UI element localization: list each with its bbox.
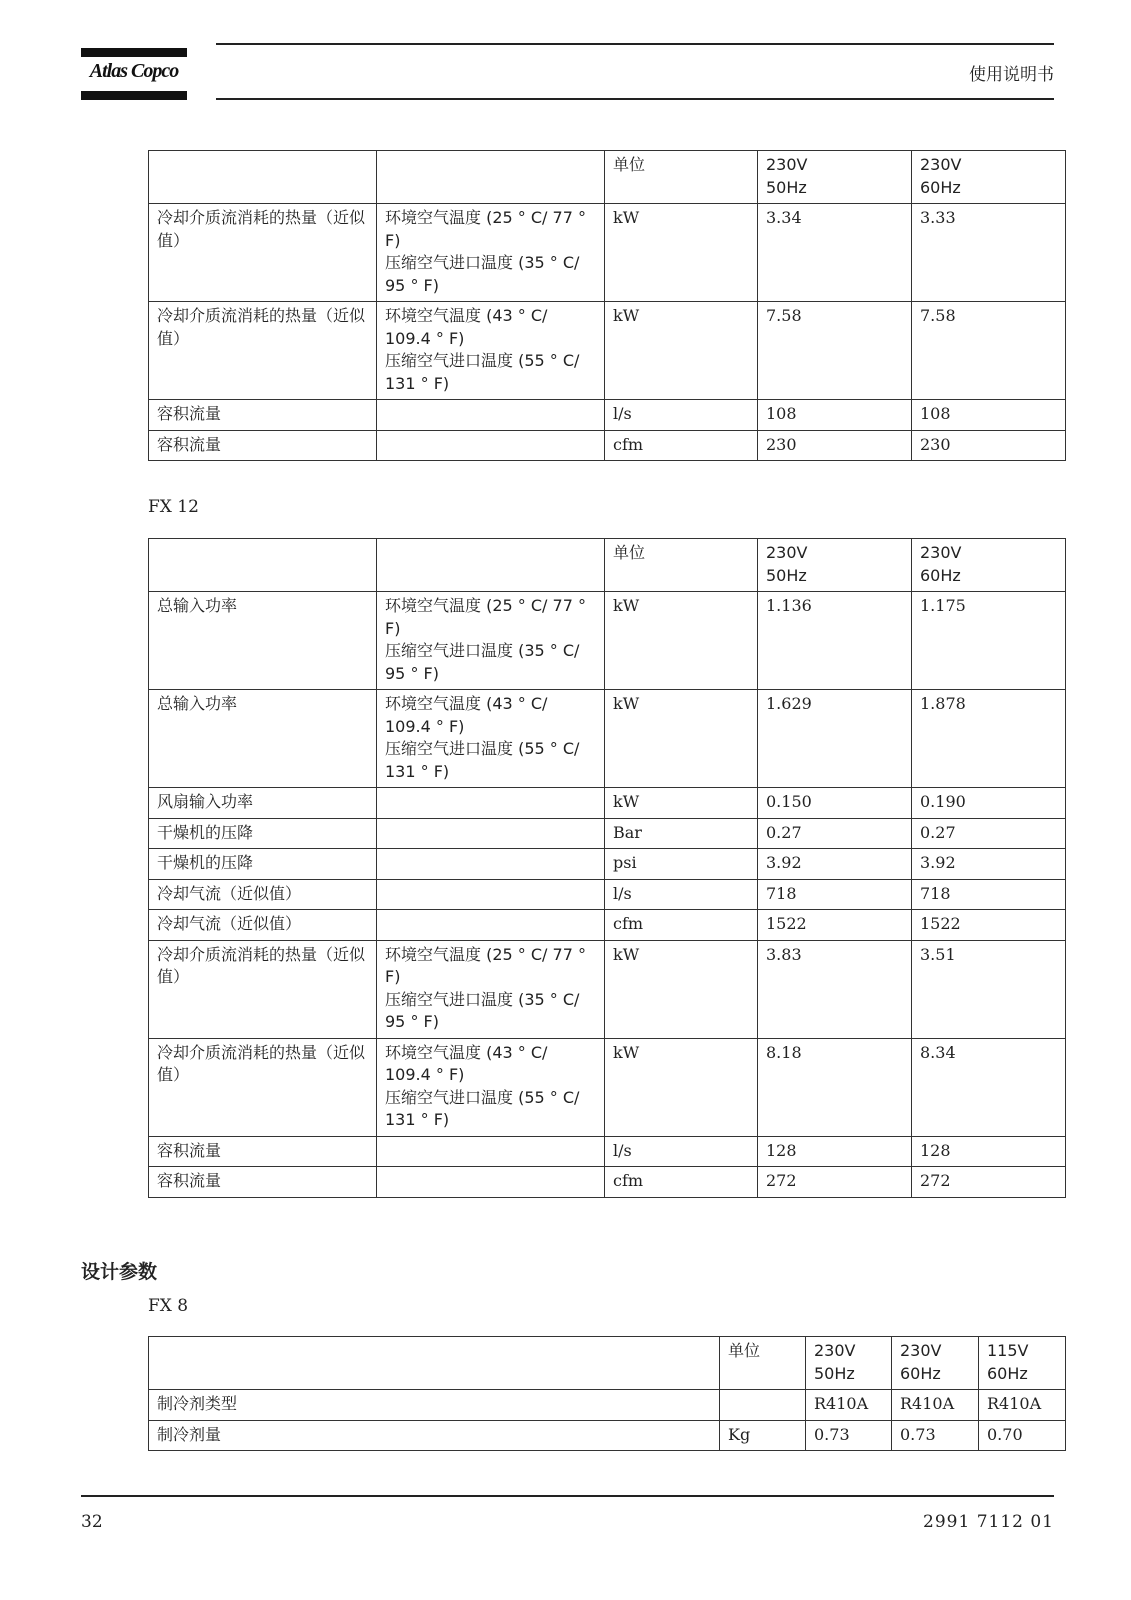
value-230v-60hz-cell: 3.51 (912, 940, 1066, 1038)
row-label-cell: 冷却介质流消耗的热量（近似值） (149, 204, 377, 302)
value-230v-50hz-cell: 272 (758, 1167, 912, 1198)
unit-cell: cfm (605, 1167, 758, 1198)
header-cell-230v-50hz: 230V 50Hz (758, 539, 912, 592)
header-cell-empty (149, 1337, 720, 1390)
unit-cell: kW (605, 940, 758, 1038)
parameter-cell: 制冷剂量 (149, 1420, 720, 1451)
unit-cell: cfm (605, 910, 758, 941)
footer-rule (81, 1495, 1054, 1497)
value-230v-60hz-cell: 1.175 (912, 592, 1066, 690)
model-label-fx8: FX 8 (148, 1296, 189, 1316)
unit-cell: kW (605, 302, 758, 400)
value-230v-60hz-cell: 230 (912, 430, 1066, 461)
value-230v-60hz-cell: 1522 (912, 910, 1066, 941)
row-label-cell: 冷却介质流消耗的热量（近似值） (149, 1038, 377, 1136)
value-115v-60hz-cell: 0.70 (979, 1420, 1066, 1451)
value-230v-50hz-cell: 0.73 (806, 1420, 892, 1451)
header-cell-empty (149, 539, 377, 592)
row-label-cell: 冷却气流（近似值） (149, 879, 377, 910)
condition-cell (377, 818, 605, 849)
value-230v-50hz-cell: 1.136 (758, 592, 912, 690)
row-label-cell: 容积流量 (149, 1136, 377, 1167)
logo-bar-bottom (81, 91, 187, 100)
table-header-row (149, 1337, 1066, 1390)
value-230v-60hz-cell: 0.27 (912, 818, 1066, 849)
model-label-fx12: FX 12 (148, 497, 199, 517)
atlas-copco-logo (81, 48, 187, 100)
condition-cell (377, 1136, 605, 1167)
table-row (149, 940, 1066, 1038)
header-cell-unit: 单位 (605, 539, 758, 592)
value-230v-60hz-cell: 272 (912, 1167, 1066, 1198)
unit-cell: psi (605, 849, 758, 880)
unit-cell: kW (605, 592, 758, 690)
unit-cell: kW (605, 204, 758, 302)
unit-cell (720, 1390, 806, 1421)
value-230v-50hz-cell: 1522 (758, 910, 912, 941)
logo-text: Atlas Copco (89, 60, 179, 82)
table-body (149, 1390, 1066, 1451)
logo-bar-top (81, 48, 187, 57)
header-cell-230v-50hz: 230V 50Hz (806, 1337, 892, 1390)
value-230v-60hz-cell: 0.73 (892, 1420, 979, 1451)
value-230v-50hz-cell: 718 (758, 879, 912, 910)
unit-cell: cfm (605, 430, 758, 461)
condition-cell (377, 400, 605, 431)
value-230v-50hz-cell: 3.34 (758, 204, 912, 302)
row-label-cell: 容积流量 (149, 430, 377, 461)
condition-cell: 环境空气温度 (25 ° C/ 77 ° F) 压缩空气进口温度 (35 ° C/ 95 ° F) (377, 204, 605, 302)
table-row (149, 690, 1066, 788)
condition-cell (377, 910, 605, 941)
value-230v-60hz-cell: 7.58 (912, 302, 1066, 400)
value-230v-50hz-cell: 1.629 (758, 690, 912, 788)
condition-cell: 环境空气温度 (43 ° C/ 109.4 ° F) 压缩空气进口温度 (55 ° C/ 131 ° F) (377, 1038, 605, 1136)
value-230v-60hz-cell: 3.33 (912, 204, 1066, 302)
row-label-cell: 冷却介质流消耗的热量（近似值） (149, 940, 377, 1038)
value-230v-60hz-cell: 718 (912, 879, 1066, 910)
unit-cell: Bar (605, 818, 758, 849)
page-number: 32 (81, 1512, 103, 1532)
header-cell-230v-50hz: 230V 50Hz (758, 151, 912, 204)
row-label-cell: 容积流量 (149, 1167, 377, 1198)
header-rule-top (216, 43, 1054, 45)
value-230v-60hz-cell: 1.878 (912, 690, 1066, 788)
table-row (149, 1420, 1066, 1451)
header-cell-unit: 单位 (720, 1337, 806, 1390)
value-230v-50hz-cell: 0.27 (758, 818, 912, 849)
condition-cell (377, 430, 605, 461)
value-115v-60hz-cell: R410A (979, 1390, 1066, 1421)
unit-cell: l/s (605, 400, 758, 431)
value-230v-60hz-cell: 108 (912, 400, 1066, 431)
table-row (149, 430, 1066, 461)
parameter-cell: 制冷剂类型 (149, 1390, 720, 1421)
condition-cell (377, 788, 605, 819)
condition-cell: 环境空气温度 (43 ° C/ 109.4 ° F) 压缩空气进口温度 (55 ° C/ 131 ° F) (377, 690, 605, 788)
unit-cell: kW (605, 1038, 758, 1136)
value-230v-50hz-cell: R410A (806, 1390, 892, 1421)
row-label-cell: 总输入功率 (149, 592, 377, 690)
document-number: 2991 7112 01 (923, 1512, 1054, 1532)
table-row (149, 1136, 1066, 1167)
condition-cell: 环境空气温度 (25 ° C/ 77 ° F) 压缩空气进口温度 (35 ° C/ 95 ° F) (377, 592, 605, 690)
spec-table-continued (148, 150, 1066, 461)
row-label-cell: 风扇输入功率 (149, 788, 377, 819)
table-header-row (149, 539, 1066, 592)
table-row (149, 1167, 1066, 1198)
row-label-cell: 冷却气流（近似值） (149, 910, 377, 941)
unit-cell: Kg (720, 1420, 806, 1451)
condition-cell: 环境空气温度 (25 ° C/ 77 ° F) 压缩空气进口温度 (35 ° C/ 95 ° F) (377, 940, 605, 1038)
row-label-cell: 冷却介质流消耗的热量（近似值） (149, 302, 377, 400)
header-cell-empty (377, 539, 605, 592)
value-230v-60hz-cell: R410A (892, 1390, 979, 1421)
header-cell-unit: 单位 (605, 151, 758, 204)
design-parameters-table (148, 1336, 1066, 1451)
table-row (149, 592, 1066, 690)
table-row (149, 1390, 1066, 1421)
header-cell-115v-60hz: 115V 60Hz (979, 1337, 1066, 1390)
unit-cell: kW (605, 690, 758, 788)
table-body (149, 592, 1066, 1198)
header-cell-empty (149, 151, 377, 204)
value-230v-50hz-cell: 3.92 (758, 849, 912, 880)
value-230v-50hz-cell: 3.83 (758, 940, 912, 1038)
row-label-cell: 容积流量 (149, 400, 377, 431)
value-230v-50hz-cell: 230 (758, 430, 912, 461)
condition-cell (377, 1167, 605, 1198)
table-row (149, 204, 1066, 302)
table-row (149, 879, 1066, 910)
unit-cell: l/s (605, 879, 758, 910)
row-label-cell: 总输入功率 (149, 690, 377, 788)
header-title: 使用说明书 (969, 65, 1054, 85)
value-230v-60hz-cell: 128 (912, 1136, 1066, 1167)
table-row (149, 788, 1066, 819)
value-230v-60hz-cell: 3.92 (912, 849, 1066, 880)
condition-cell (377, 849, 605, 880)
value-230v-50hz-cell: 8.18 (758, 1038, 912, 1136)
section-title-design-parameters: 设计参数 (81, 1261, 158, 1283)
value-230v-50hz-cell: 7.58 (758, 302, 912, 400)
value-230v-60hz-cell: 0.190 (912, 788, 1066, 819)
table-row (149, 818, 1066, 849)
table-row (149, 849, 1066, 880)
value-230v-60hz-cell: 8.34 (912, 1038, 1066, 1136)
spec-table-fx12 (148, 538, 1066, 1198)
condition-cell (377, 879, 605, 910)
header-cell-230v-60hz: 230V 60Hz (912, 539, 1066, 592)
table-row (149, 1038, 1066, 1136)
table-header-row (149, 151, 1066, 204)
header-rule-bottom (216, 98, 1054, 100)
unit-cell: l/s (605, 1136, 758, 1167)
table-body (149, 204, 1066, 461)
header-cell-230v-60hz: 230V 60Hz (912, 151, 1066, 204)
table-row (149, 910, 1066, 941)
table-row (149, 302, 1066, 400)
row-label-cell: 干燥机的压降 (149, 818, 377, 849)
value-230v-50hz-cell: 0.150 (758, 788, 912, 819)
table-row (149, 400, 1066, 431)
value-230v-50hz-cell: 128 (758, 1136, 912, 1167)
condition-cell: 环境空气温度 (43 ° C/ 109.4 ° F) 压缩空气进口温度 (55 ° C/ 131 ° F) (377, 302, 605, 400)
row-label-cell: 干燥机的压降 (149, 849, 377, 880)
unit-cell: kW (605, 788, 758, 819)
header-cell-230v-60hz: 230V 60Hz (892, 1337, 979, 1390)
value-230v-50hz-cell: 108 (758, 400, 912, 431)
header-cell-empty (377, 151, 605, 204)
